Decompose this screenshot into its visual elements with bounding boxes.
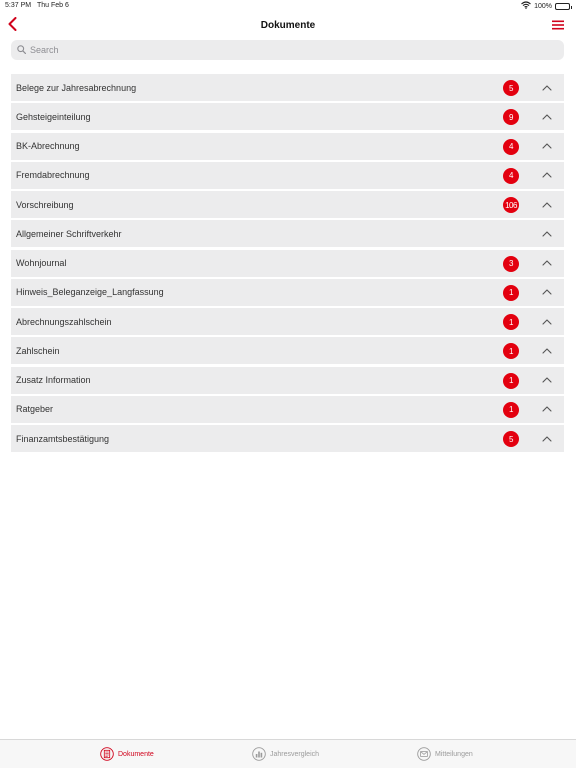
chevron-up-icon[interactable] bbox=[541, 111, 552, 122]
envelope-icon bbox=[417, 747, 431, 763]
tab-documents-label: Dokumente bbox=[118, 751, 154, 758]
document-count-badge: 1 bbox=[503, 314, 519, 330]
tab-documents[interactable] bbox=[100, 740, 154, 768]
document-category-row[interactable] bbox=[11, 133, 564, 160]
document-count-badge: 1 bbox=[503, 285, 519, 301]
chevron-up-icon[interactable] bbox=[541, 170, 552, 181]
search-input[interactable] bbox=[30, 45, 530, 55]
document-category-label: Ratgeber bbox=[16, 404, 54, 415]
menu-button[interactable] bbox=[550, 18, 566, 34]
document-category-row[interactable] bbox=[11, 396, 564, 423]
document-icon bbox=[100, 747, 114, 763]
document-count-badge: 1 bbox=[503, 373, 519, 389]
battery-icon bbox=[555, 3, 570, 10]
document-count-badge: 9 bbox=[503, 109, 519, 125]
document-category-row[interactable] bbox=[11, 162, 564, 189]
document-category-row[interactable] bbox=[11, 425, 564, 452]
document-category-label: Hinweis_Beleganzeige_Langfassung bbox=[16, 287, 164, 298]
chevron-up-icon[interactable] bbox=[541, 433, 552, 444]
status-right bbox=[521, 1, 570, 11]
chevron-up-icon[interactable] bbox=[541, 141, 552, 152]
wifi-icon bbox=[521, 1, 531, 11]
bar-chart-icon bbox=[252, 747, 266, 763]
document-category-label: Vorschreibung bbox=[16, 199, 74, 210]
document-category-row[interactable] bbox=[11, 367, 564, 394]
chevron-up-icon[interactable] bbox=[541, 345, 552, 356]
chevron-up-icon[interactable] bbox=[541, 82, 552, 93]
document-count-badge: 3 bbox=[503, 256, 519, 272]
page-title: Dokumente bbox=[260, 20, 316, 31]
document-category-row[interactable] bbox=[11, 308, 564, 335]
document-category-label: Allgemeiner Schriftverkehr bbox=[16, 228, 122, 239]
document-category-label: Wohnjournal bbox=[16, 258, 67, 268]
document-category-row[interactable] bbox=[11, 279, 564, 306]
document-count-badge: 1 bbox=[503, 402, 519, 418]
document-category-label: Zusatz Information bbox=[16, 375, 91, 385]
tab-annual-comparison-label: Jahresvergleich bbox=[270, 751, 320, 758]
document-category-row[interactable] bbox=[11, 191, 564, 218]
chevron-up-icon[interactable] bbox=[541, 287, 552, 298]
tab-bar bbox=[0, 739, 576, 768]
document-category-label: Finanzamtsbestätigung bbox=[16, 433, 110, 444]
hamburger-menu-icon bbox=[552, 17, 564, 35]
chevron-up-icon[interactable] bbox=[541, 199, 552, 210]
status-bar bbox=[0, 0, 576, 12]
document-count-badge: 4 bbox=[503, 168, 519, 184]
tab-messages-label: Mitteilungen bbox=[435, 751, 473, 758]
document-category-row[interactable] bbox=[11, 74, 564, 101]
document-count-badge: 5 bbox=[503, 80, 519, 96]
document-category-label: Abrechnungszahlschein bbox=[16, 316, 112, 327]
status-time: 5:37 PM bbox=[5, 2, 32, 9]
document-category-row[interactable] bbox=[11, 103, 564, 130]
chevron-up-icon[interactable] bbox=[541, 316, 552, 327]
battery-percent: 100% bbox=[534, 2, 552, 10]
navigation-bar bbox=[0, 12, 576, 40]
document-category-label: Belege zur Jahresabrechnung bbox=[16, 82, 137, 93]
document-category-label: Zahlschein bbox=[16, 345, 60, 356]
document-category-label: Fremdabrechnung bbox=[16, 170, 90, 181]
document-category-label: BK-Abrechnung bbox=[16, 141, 80, 151]
search-icon bbox=[17, 41, 26, 59]
document-count-badge: 4 bbox=[503, 139, 519, 155]
tab-messages[interactable] bbox=[417, 740, 473, 768]
document-category-row[interactable] bbox=[11, 337, 564, 364]
document-count-badge: 1 bbox=[503, 343, 519, 359]
search-bar[interactable] bbox=[11, 40, 564, 60]
document-category-label: Gehsteigeinteilung bbox=[16, 111, 91, 122]
document-count-badge: 106 bbox=[503, 197, 519, 213]
document-category-list bbox=[11, 74, 564, 454]
chevron-up-icon[interactable] bbox=[541, 375, 552, 386]
chevron-up-icon[interactable] bbox=[541, 228, 552, 239]
chevron-up-icon[interactable] bbox=[541, 404, 552, 415]
status-date: Thu Feb 6 bbox=[37, 2, 69, 9]
document-category-row[interactable] bbox=[11, 220, 564, 247]
tab-annual-comparison[interactable] bbox=[252, 740, 319, 768]
document-category-row[interactable] bbox=[11, 250, 564, 277]
document-count-badge: 5 bbox=[503, 431, 519, 447]
chevron-up-icon[interactable] bbox=[541, 258, 552, 269]
